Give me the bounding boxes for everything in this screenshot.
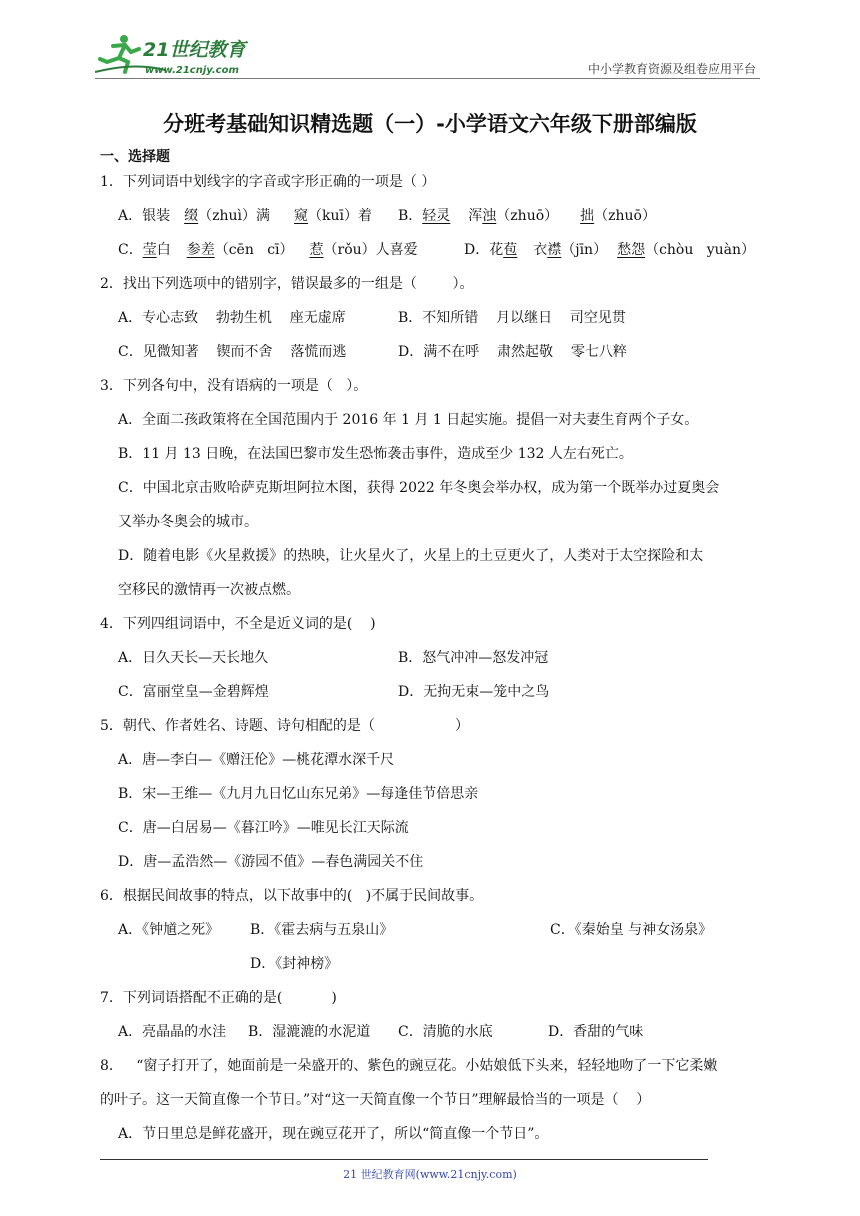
question-3-option-b: B．11 月 13 日晚，在法国巴黎市发生恐怖袭击事件，造成至少 132 人左右死亡。 xyxy=(118,446,633,462)
question-1-stem: 1．下列词语中划线字的字音或字形正确的一项是（ ） xyxy=(100,174,436,190)
question-4-stem: 4．下列四组词语中，不全是近义词的是( ) xyxy=(100,616,376,632)
underlined-word: 参差 xyxy=(186,242,215,258)
underlined-char: 缀 xyxy=(184,208,199,224)
question-7-option-c: C．清脆的水底 xyxy=(398,1024,493,1040)
header-divider xyxy=(95,78,760,79)
question-5-option-d: D．唐—孟浩然—《游园不值》—春色满园关不住 xyxy=(118,854,424,870)
question-2-option-b: B．不知所错 月以继日 司空见贯 xyxy=(398,310,626,326)
underlined-char: 莹 xyxy=(142,242,157,258)
question-1-option-b xyxy=(398,206,656,226)
pinyin: （zhuì）满 xyxy=(198,208,271,224)
question-2-option-a: A．专心志致 勃勃生机 座无虚席 xyxy=(118,310,346,326)
question-1-option-a xyxy=(118,206,372,226)
question-3-option-c-line-2: 又举办冬奥会的城市。 xyxy=(118,514,258,530)
text: A．银装 xyxy=(118,208,171,224)
pinyin: （kuī）着 xyxy=(308,208,372,224)
question-5-stem: 5．朝代、作者姓名、诗题、诗句相配的是（ ） xyxy=(100,718,470,734)
question-5-option-c: C．唐—白居易—《暮江吟》—唯见长江天际流 xyxy=(118,820,409,836)
header-tagline: 中小学教育资源及组卷应用平台 xyxy=(587,62,756,76)
pinyin: （zhuō） xyxy=(496,208,559,224)
question-6-option-c: C．《秦始皇 与神女汤泉》 xyxy=(550,922,713,938)
footer-text: 21 世纪教育网(www.21cnjy.com) xyxy=(343,1168,517,1181)
question-3-option-a: A．全面二孩政策将在全国范围内于 2016 年 1 月 1 日起实施。提倡一对夫妻生育两个子女。 xyxy=(118,412,699,428)
question-6-option-a: A．《钟馗之死》 xyxy=(118,922,220,938)
question-6-option-d: D．《封神榜》 xyxy=(250,956,339,972)
question-4-option-c: C．富丽堂皇—金碧辉煌 xyxy=(118,684,269,700)
question-2-option-d: D．满不在呼 肃然起敬 零七八粹 xyxy=(398,344,627,360)
page-title: 分班考基础知识精选题（一）-小学语文六年级下册部编版 xyxy=(163,112,697,136)
text: 浑 xyxy=(468,208,483,224)
question-7-option-b: B．湿漉漉的水泥道 xyxy=(248,1024,371,1040)
question-6-stem: 6．根据民间故事的特点，以下故事中的( )不属于民间故事。 xyxy=(100,888,484,904)
footer-divider xyxy=(100,1159,708,1160)
question-8-stem-line-2: 的叶子。这一天简直像一个节日。”对“这一天简直像一个节日”理解最恰当的一项是（ ） xyxy=(100,1092,651,1108)
logo-text: 21世纪教育 xyxy=(143,39,246,61)
question-1-option-d xyxy=(464,240,755,260)
underlined-char: 拙 xyxy=(580,208,595,224)
question-7-option-d: D．香甜的气味 xyxy=(548,1024,644,1040)
pinyin: （chòu yuàn） xyxy=(645,242,756,258)
question-3-stem: 3．下列各句中，没有语病的一项是（ ）。 xyxy=(100,378,368,394)
question-5-option-a: A．唐—李白—《赠汪伦》—桃花潭水深千尺 xyxy=(118,752,395,768)
question-3-option-c-line-1: C．中国北京击败哈萨克斯坦阿拉木图，获得 2022 年冬奥会举办权，成为第一个既举办过夏奥会 xyxy=(118,480,720,496)
question-2-stem: 2．找出下列选项中的错别字，错误最多的一组是（ ）。 xyxy=(100,276,474,292)
underlined-word: 轻灵 xyxy=(422,208,451,224)
question-4-option-b: B．怒气冲冲—怒发冲冠 xyxy=(398,650,549,666)
underlined-char: 惹 xyxy=(309,242,324,258)
question-5-option-b: B．宋—王维—《九月九日忆山东兄弟》—每逢佳节倍思亲 xyxy=(118,786,479,802)
text: B． xyxy=(398,208,423,224)
logo xyxy=(95,32,260,78)
question-4-option-d: D．无拘无束—笼中之鸟 xyxy=(398,684,550,700)
pinyin: （rǒu）人喜爱 xyxy=(323,242,418,258)
text: 衣 xyxy=(533,242,548,258)
underlined-char: 窥 xyxy=(294,208,309,224)
question-2-option-c: C．见微知著 锲而不舍 落慌而逃 xyxy=(118,344,347,360)
question-3-option-d-line-2: 空移民的激情再一次被点燃。 xyxy=(118,582,300,598)
underlined-char: 苞 xyxy=(503,242,518,258)
text: C． xyxy=(118,242,143,258)
pinyin: （zhuō） xyxy=(594,208,656,224)
question-6-option-b: B．《霍去病与五泉山》 xyxy=(250,922,394,938)
question-8-stem-line-1: 8． “窗子打开了，她面前是一朵盛开的、紫色的豌豆花。小姑娘低下头来，轻轻地吻了一下它柔嫩 xyxy=(100,1058,718,1074)
question-1-option-c xyxy=(118,240,418,260)
question-7-option-a: A．亮晶晶的水洼 xyxy=(118,1024,227,1040)
pinyin: （jīn） xyxy=(561,242,608,258)
question-7-stem: 7．下列词语搭配不正确的是( ) xyxy=(100,990,337,1006)
underlined-word: 愁怨 xyxy=(617,242,646,258)
question-3-option-d-line-1: D．随着电影《火星救援》的热映，让火星火了，火星上的土豆更火了，人类对于太空探险和太 xyxy=(118,548,704,564)
underlined-char: 襟 xyxy=(547,242,562,258)
logo-url: www.21cnjy.com xyxy=(145,65,239,76)
pinyin: （cēn cī） xyxy=(214,242,294,258)
text: 白 xyxy=(156,242,171,258)
text: D．花 xyxy=(464,242,504,258)
section-heading: 一、选择题 xyxy=(100,149,170,165)
question-8-option-a: A．节日里总是鲜花盛开，现在豌豆花开了，所以“简直像一个节日”。 xyxy=(118,1126,549,1142)
underlined-char: 浊 xyxy=(482,208,497,224)
question-4-option-a: A．日久天长—天长地久 xyxy=(118,650,269,666)
